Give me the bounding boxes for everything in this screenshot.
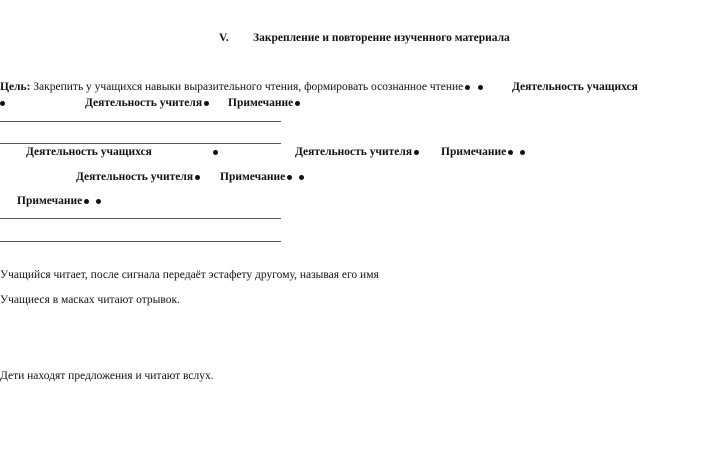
header-students: Деятельность учащихся (26, 146, 152, 158)
header-teacher-row (85, 96, 209, 110)
bullet-icon (204, 101, 209, 106)
paragraph: Дети находят предложения и читают вслух. (0, 370, 214, 382)
bullet-icon (508, 150, 513, 155)
header-teacher-row (76, 170, 200, 184)
header-note: Примечание (17, 195, 83, 207)
divider (0, 218, 281, 219)
bullet-icon (295, 101, 300, 106)
bullet-icon (195, 175, 200, 180)
divider (0, 143, 281, 144)
header-teacher-row (295, 145, 419, 159)
bullet-icon (213, 150, 218, 155)
header-note-row (17, 194, 101, 208)
bullet-icon (478, 85, 483, 90)
divider (0, 241, 281, 242)
paragraph: Учащийся читает, после сигнала передаёт эстафету другому, называя его имя (0, 269, 379, 281)
goal-text: Закрепить у учащихся навыки выразительного чтения, формировать осознанное чтение (33, 81, 464, 93)
divider (0, 121, 281, 122)
header-note: Примечание (220, 171, 286, 183)
goal-label: Цель: (0, 81, 31, 93)
header-note-row (220, 170, 304, 184)
header-teacher: Деятельность учителя (295, 146, 413, 158)
header-note: Примечание (441, 146, 507, 158)
bullet-icon (414, 150, 419, 155)
section-number: V. (219, 32, 229, 44)
header-teacher: Деятельность учителя (85, 97, 203, 109)
header-note-row (441, 145, 525, 159)
bullet-icon (520, 150, 525, 155)
bullet-icon (96, 199, 101, 204)
section-title: Закрепление и повторение изученного материала (253, 32, 510, 44)
bullet-icon (299, 175, 304, 180)
header-note-row (228, 96, 300, 110)
bullet-icon (287, 175, 292, 180)
goal-line (0, 80, 483, 94)
bullet-icon (84, 199, 89, 204)
header-note: Примечание (228, 97, 294, 109)
header-students: Деятельность учащихся (512, 81, 638, 93)
bullet-row (211, 145, 218, 159)
header-teacher: Деятельность учителя (76, 171, 194, 183)
bullet-icon (465, 85, 470, 90)
bullet-row (0, 96, 5, 110)
bullet-icon (0, 101, 5, 106)
paragraph: Учащиеся в масках читают отрывок. (0, 294, 180, 306)
